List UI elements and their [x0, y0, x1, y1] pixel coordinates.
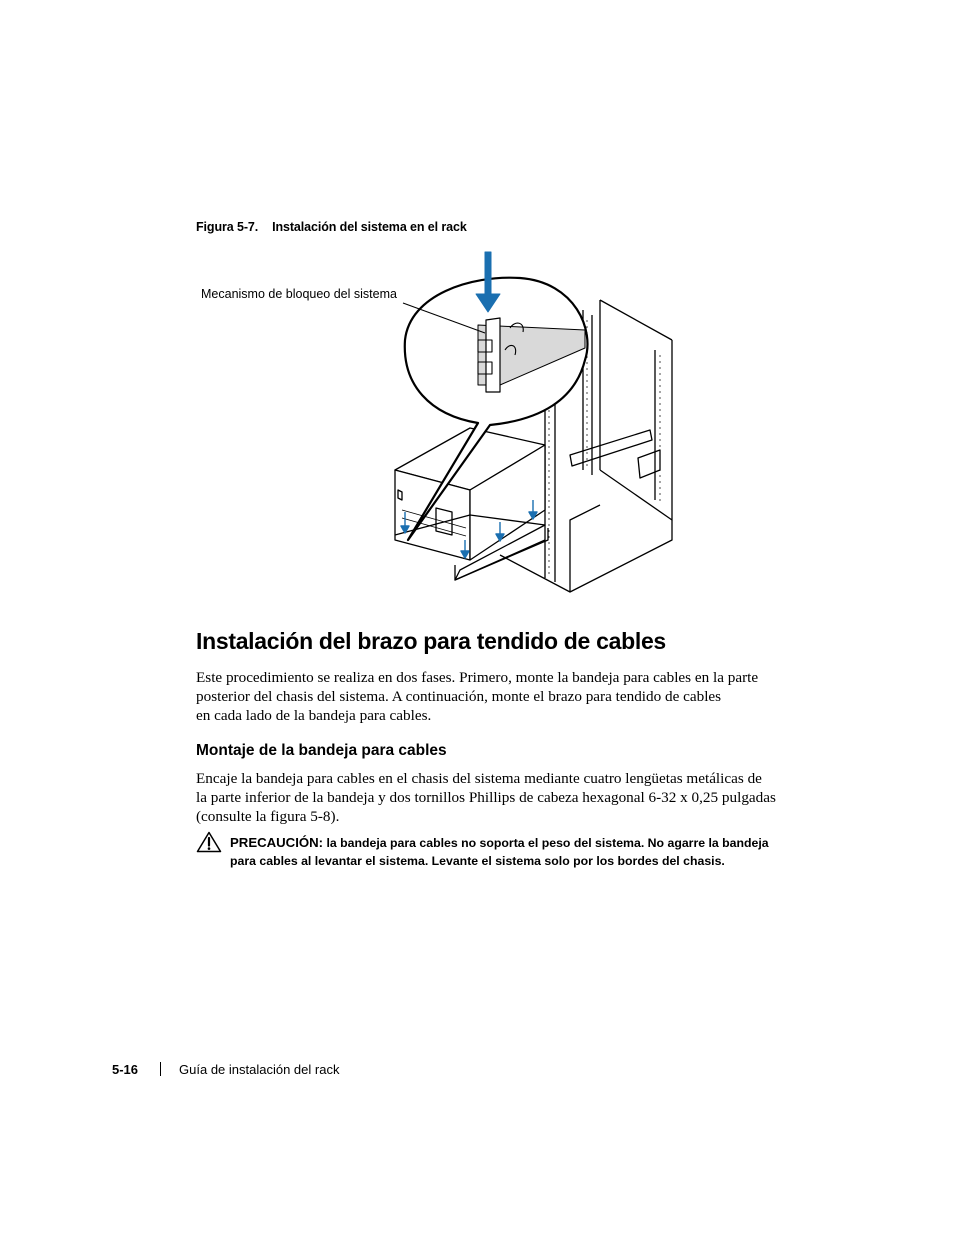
- caution-label: PRECAUCIÓN:: [230, 835, 324, 850]
- figure-label: Figura 5-7.: [196, 220, 259, 234]
- intro-paragraph: [196, 668, 796, 725]
- footer-doc-title: Guía de instalación del rack: [179, 1062, 340, 1077]
- figure-title: Instalación del sistema en el rack: [272, 220, 467, 234]
- footer-separator: [160, 1062, 161, 1076]
- rack-front-post-left: [545, 395, 555, 582]
- caution-text: [230, 834, 790, 870]
- page-number: 5-16: [112, 1062, 139, 1077]
- mount-paragraph: [196, 769, 796, 826]
- callout-label: Mecanismo de bloqueo del sistema: [201, 287, 397, 301]
- right-side-rail: [570, 430, 652, 466]
- intro-line: posterior del chasis del sistema. A continuación, monte el brazo para tendido de cables: [196, 688, 722, 705]
- mount-line: (consulte la figura 5-8).: [196, 808, 340, 825]
- mount-line: la parte inferior de la bandeja y dos tornillos Phillips de cabeza hexagonal 6-32 x 0,25 pulgadas: [196, 789, 776, 806]
- section-heading: Instalación del brazo para tendido de cables: [196, 628, 666, 654]
- intro-line: en cada lado de la bandeja para cables.: [196, 707, 432, 724]
- caution-line: la bandeja para cables no soporta el peso del sistema. No agarre la bandeja: [323, 836, 769, 850]
- warning-triangle-icon: [196, 831, 222, 853]
- intro-line: Este procedimiento se realiza en dos fases. Primero, monte la bandeja para cables en la parte: [196, 669, 759, 686]
- mount-line: Encaje la bandeja para cables en el chasis del sistema mediante cuatro lengüetas metálicas de: [196, 770, 762, 787]
- caution-line: para cables al levantar el sistema. Levante el sistema solo por los bordes del chasis.: [230, 853, 725, 868]
- figure-caption: [196, 220, 467, 234]
- page-footer: [112, 1062, 339, 1077]
- subsection-heading: Montaje de la bandeja para cables: [196, 742, 447, 759]
- rack-rear-frame: [600, 300, 672, 520]
